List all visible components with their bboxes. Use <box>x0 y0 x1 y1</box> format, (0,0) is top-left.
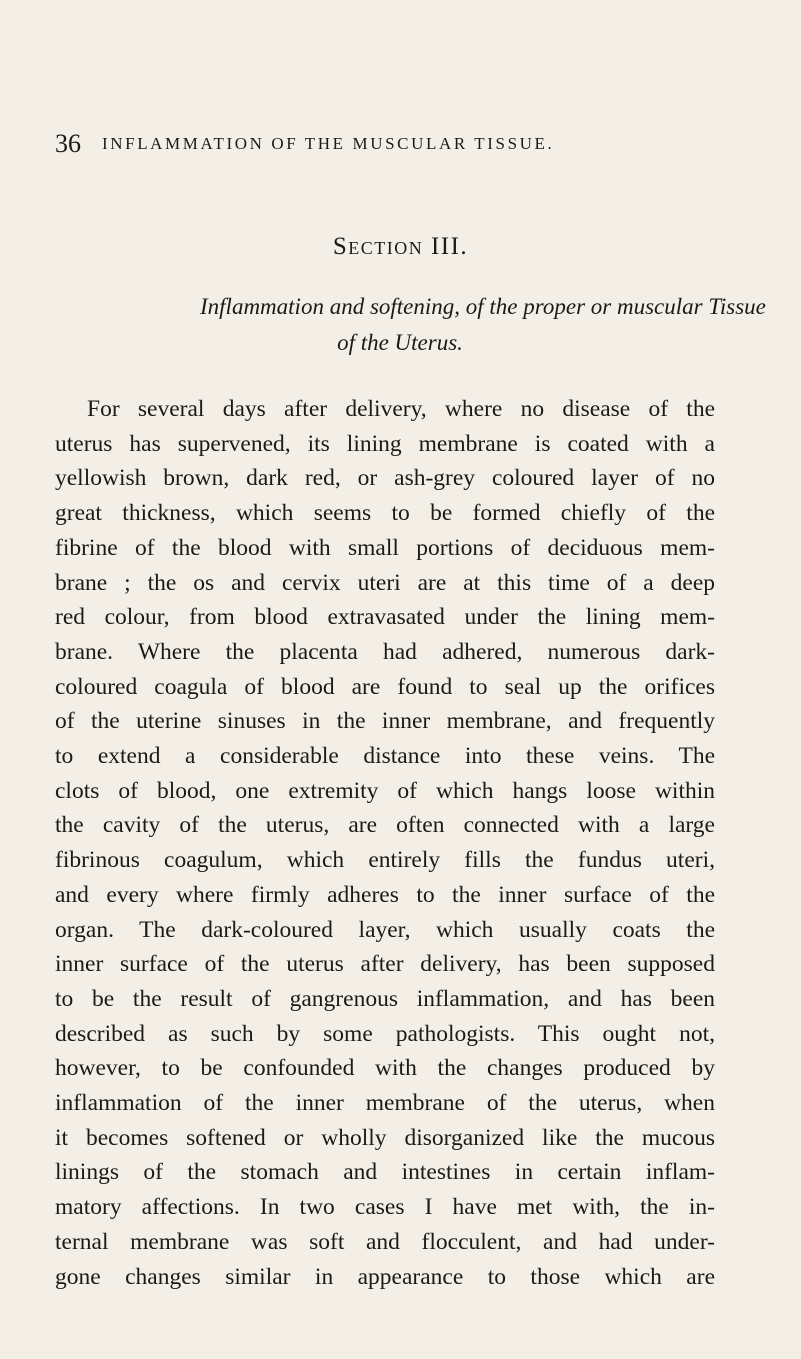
text-line: coloured coagula of blood are found to seal up the orifices <box>55 673 715 700</box>
text-line: it becomes softened or wholly disorganized like the mucous <box>55 1124 715 1151</box>
text-line: to be the result of gangrenous inflammation, and has been <box>55 985 715 1012</box>
page-number: 36 <box>55 129 81 158</box>
section-subtitle <box>200 289 766 361</box>
text-line: great thickness, which seems to be formed chiefly of the <box>55 500 715 527</box>
text-line: fibrine of the blood with small portions of deciduous mem- <box>55 534 715 561</box>
running-head <box>55 124 755 164</box>
subtitle-line: of the Uterus. <box>337 330 463 355</box>
text-line: fibrinous coagulum, which entirely fills the fundus uteri, <box>55 847 715 874</box>
text-line: to extend a considerable distance into these veins. The <box>55 743 715 770</box>
section-heading: Section III. <box>332 233 469 260</box>
text-line: inner surface of the uterus after delivery, has been supposed <box>55 951 715 978</box>
text-line: brane. Where the placenta had adhered, numerous dark- <box>55 638 715 665</box>
text-line: brane ; the os and cervix uteri are at this time of a deep <box>55 569 715 596</box>
text-line: matory affections. In two cases I have met with, the in- <box>55 1194 715 1221</box>
text-line: and every where firmly adheres to the inner surface of the <box>55 881 715 908</box>
text-line: organ. The dark-coloured layer, which usually coats the <box>55 916 715 943</box>
text-line: For several days after delivery, where no disease of the <box>87 396 715 422</box>
running-title: INFLAMMATION OF THE MUSCULAR TISSUE. <box>102 134 555 153</box>
text-line: described as such by some pathologists. This ought not, <box>55 1020 715 1047</box>
text-line: of the uterine sinuses in the inner membrane, and frequently <box>55 708 715 735</box>
text-line: linings of the stomach and intestines in certain inflam- <box>55 1159 715 1186</box>
text-line: gone changes similar in appearance to those which are <box>55 1263 715 1290</box>
text-line: ternal membrane was soft and flocculent, and had under- <box>55 1228 715 1255</box>
text-line: clots of blood, one extremity of which hangs loose within <box>55 777 715 804</box>
subtitle-line: Inflammation and softening, of the proper or muscular Tissue <box>200 294 766 319</box>
text-line: inflammation of the inner membrane of the uterus, when <box>55 1090 715 1117</box>
text-line: the cavity of the uterus, are often connected with a large <box>55 812 715 839</box>
body-paragraph <box>55 392 715 1294</box>
text-line: yellowish brown, dark red, or ash-grey coloured layer of no <box>55 465 715 492</box>
text-line: uterus has supervened, its lining membrane is coated with a <box>55 430 715 457</box>
text-line: however, to be confounded with the changes produced by <box>55 1055 715 1082</box>
text-line: red colour, from blood extravasated under the lining mem- <box>55 604 715 631</box>
